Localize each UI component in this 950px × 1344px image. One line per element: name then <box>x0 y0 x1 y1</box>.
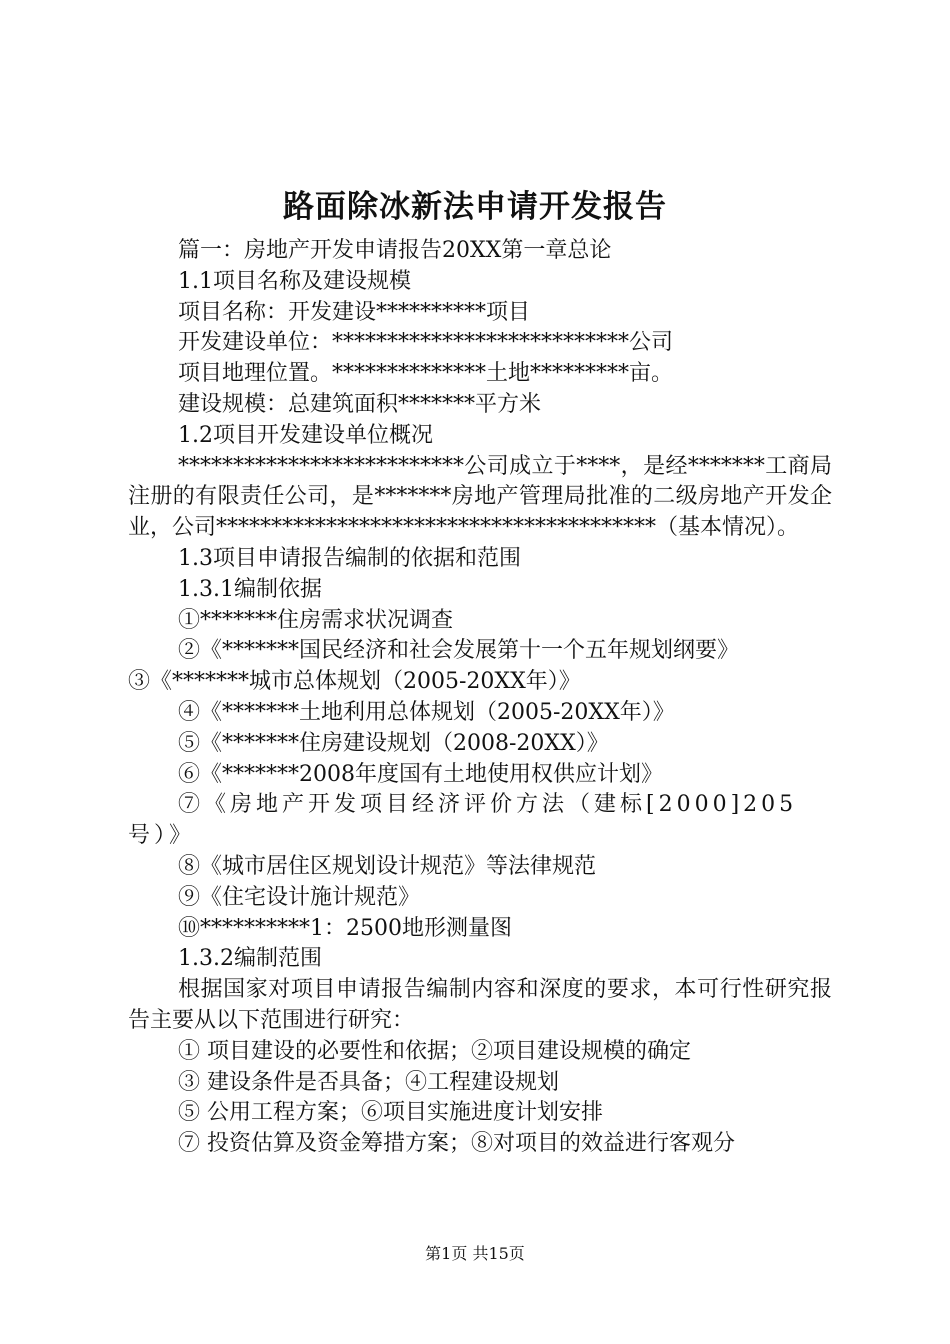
body-paragraph: 篇一：房地产开发申请报告20XX第一章总论 <box>178 238 612 263</box>
body-paragraph: ③《*******城市总体规划（2005-20XX年）》 <box>128 669 581 695</box>
body-paragraph: ① 项目建设的必要性和依据；②项目建设规模的确定 <box>178 1038 691 1064</box>
body-paragraph: ⑦ 投资估算及资金筹措方案；⑧对项目的效益进行客观分 <box>178 1131 735 1157</box>
body-paragraph: ⑦《房地产开发项目经济评价方法（建标[2000]205号）》 <box>128 792 798 849</box>
body-paragraph: ⑤《*******住房建设规划（2008-20XX）》 <box>178 730 609 756</box>
body-paragraph: ⑤ 公用工程方案；⑥项目实施进度计划安排 <box>178 1100 603 1126</box>
body-paragraph: ④《*******土地利用总体规划（2005-20XX年）》 <box>178 699 675 725</box>
body-paragraph: 项目名称：开发建设**********项目 <box>178 299 531 325</box>
document-body <box>128 236 832 1160</box>
body-paragraph: 1.1项目名称及建设规模 <box>178 268 411 294</box>
body-paragraph: **************************公司成立于****，是经*******工商局注册的有限责任公司，是*******房地产管理局批准的二级房地产开发企业，公司****************************************（基本情况）。 <box>128 453 832 541</box>
body-paragraph: 1.3.2编制范围 <box>178 946 322 972</box>
body-paragraph: ⑨《住宅设计施计规范》 <box>178 884 421 910</box>
document-title: 路面除冰新法申请开发报告 <box>283 189 667 225</box>
body-paragraph: ②《*******国民经济和社会发展第十一个五年规划纲要》 <box>178 638 740 664</box>
body-paragraph: 根据国家对项目申请报告编制内容和深度的要求，本可行性研究报告主要从以下范围进行研究： <box>128 977 832 1033</box>
body-paragraph: ⑩**********1：2500地形测量图 <box>178 915 512 941</box>
body-paragraph: 1.3.1编制依据 <box>178 576 322 602</box>
body-paragraph: ⑥《*******2008年度国有土地使用权供应计划》 <box>178 761 663 787</box>
body-paragraph: 建设规模：总建筑面积*******平方米 <box>178 391 542 417</box>
body-paragraph: 开发建设单位：***************************公司 <box>178 330 674 356</box>
page-footer: 第1页 共15页 <box>425 1244 525 1263</box>
body-paragraph: ①*******住房需求状况调查 <box>178 607 454 633</box>
body-paragraph: ③ 建设条件是否具备；④工程建设规划 <box>178 1069 559 1095</box>
body-paragraph: 1.2项目开发建设单位概况 <box>178 422 433 448</box>
body-paragraph: 项目地理位置。**************土地*********亩。 <box>178 361 674 387</box>
body-paragraph: 1.3项目申请报告编制的依据和范围 <box>178 545 521 571</box>
body-paragraph: ⑧《城市居住区规划设计规范》等法律规范 <box>178 853 597 879</box>
